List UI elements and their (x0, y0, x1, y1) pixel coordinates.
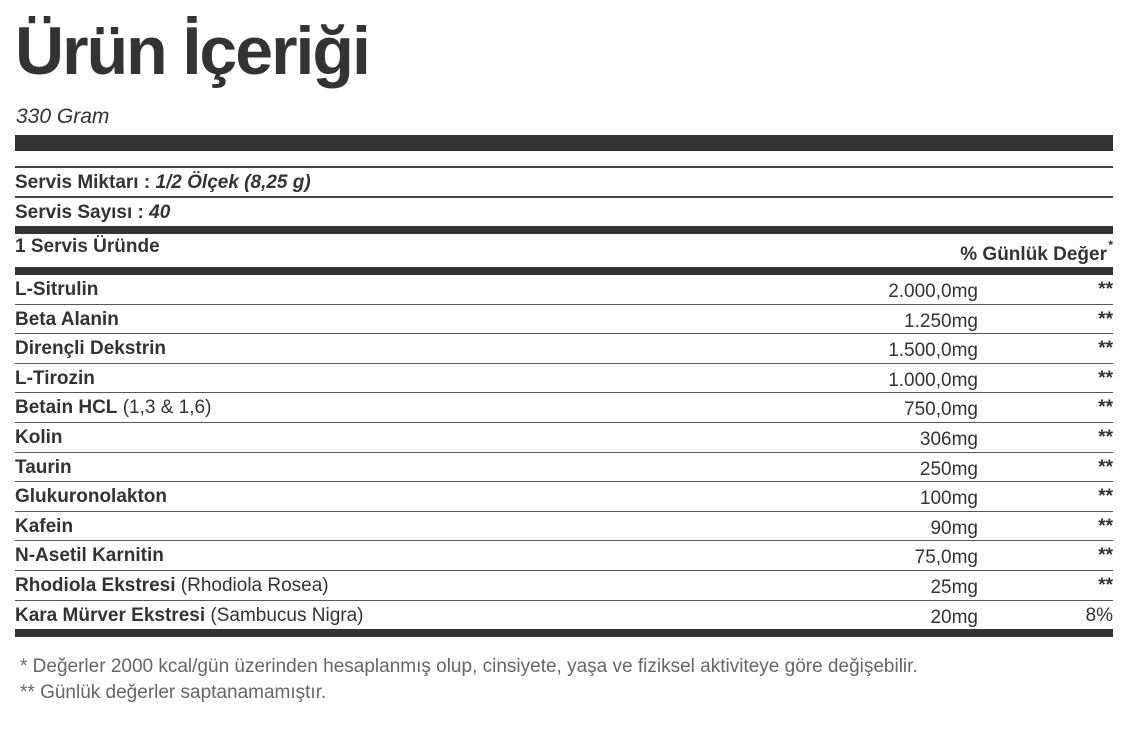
ingredient-daily-value: ** (1098, 456, 1113, 478)
ingredient-name-text: Beta Alanin (15, 308, 119, 330)
ingredient-name (15, 309, 119, 331)
servings-label: Servis Sayısı : (15, 202, 144, 223)
ingredient-name (15, 545, 164, 567)
ingredient-name-text: L-Tirozin (15, 367, 95, 389)
ingredient-row (15, 601, 1113, 630)
ingredient-amount: 2.000,0mg (888, 281, 978, 302)
per-serving-header: 1 Servis Üründe (15, 236, 160, 257)
ingredient-row (15, 393, 1113, 423)
ingredient-list (15, 275, 1113, 629)
footnote-1: * Değerler 2000 kcal/gün üzerinden hesaplanmış olup, cinsiyete, yaşa ve fiziksel aktiviteye göre değişebilir. (20, 656, 918, 677)
nutrition-panel (15, 135, 1113, 637)
ingredient-amount: 100mg (919, 488, 978, 510)
daily-value-header (960, 238, 1113, 266)
ingredient-amount: 306mg (919, 428, 978, 450)
ingredient-name (15, 338, 166, 360)
divider-thick (15, 226, 1113, 234)
ingredient-amount: 1.250mg (904, 310, 978, 332)
ingredient-daily-value: ** (1098, 308, 1113, 330)
ingredient-amount: 25mg (930, 576, 978, 598)
ingredient-name (15, 368, 95, 390)
ingredient-name (15, 279, 98, 301)
ingredient-name-text: Taurin (15, 456, 72, 478)
ingredient-daily-value: ** (1098, 545, 1113, 567)
ingredient-row (15, 364, 1113, 394)
ingredient-daily-value: ** (1098, 338, 1113, 360)
ingredient-note: (Sambucus Nigra) (210, 604, 364, 626)
serving-size-label: Servis Miktarı : (15, 172, 151, 193)
ingredient-daily-value: ** (1098, 279, 1113, 300)
footnote-2: ** Günlük değerler saptanamamıştır. (20, 682, 327, 703)
ingredient-note: (Rhodiola Rosea) (180, 574, 329, 596)
ingredient-daily-value: ** (1098, 426, 1113, 448)
servings-value: 40 (149, 202, 171, 223)
ingredient-name (15, 516, 73, 538)
ingredient-daily-value: 8% (1085, 604, 1113, 626)
table-header (15, 234, 1113, 267)
divider-thick (15, 267, 1113, 275)
ingredient-amount: 1.500,0mg (888, 340, 978, 362)
ingredient-row (15, 571, 1113, 601)
ingredient-name (15, 457, 72, 479)
ingredient-amount: 90mg (930, 517, 978, 539)
divider-thick (15, 629, 1113, 637)
ingredient-row (15, 275, 1113, 305)
ingredient-daily-value: ** (1098, 574, 1113, 596)
ingredient-name-text: Kolin (15, 426, 63, 448)
ingredient-daily-value: ** (1098, 397, 1113, 419)
serving-size (15, 168, 1113, 196)
ingredient-name-text: Kafein (15, 515, 74, 537)
ingredient-name (15, 605, 364, 627)
ingredient-name (15, 397, 211, 419)
ingredient-row (15, 541, 1113, 571)
ingredient-row (15, 334, 1113, 364)
ingredient-name-text: Glukuronolakton (15, 486, 167, 508)
serving-size-value: 1/2 Ölçek (8,25 g) (155, 172, 311, 193)
ingredient-amount: 1.000,0mg (888, 369, 978, 391)
ingredient-daily-value: ** (1098, 486, 1113, 508)
ingredient-daily-value: ** (1098, 367, 1113, 389)
ingredient-daily-value: ** (1098, 515, 1113, 537)
ingredient-name-text: N-Asetil Karnitin (15, 545, 164, 567)
daily-value-label: % Günlük Değer (960, 244, 1107, 265)
ingredient-name-text: L-Sitrulin (15, 279, 99, 300)
ingredient-row (15, 512, 1113, 542)
ingredient-row (15, 453, 1113, 483)
divider-thick (15, 135, 1113, 151)
ingredient-name (15, 486, 167, 508)
ingredient-name-text: Kara Mürver Ekstresi (15, 604, 206, 626)
ingredient-row (15, 305, 1113, 335)
ingredient-name (15, 575, 329, 597)
ingredient-name (15, 427, 63, 449)
servings-count (15, 198, 1113, 226)
page-title: Ürün İçeriği (15, 13, 369, 89)
ingredient-name-text: Rhodiola Ekstresi (15, 574, 176, 596)
daily-value-mark: * (1108, 238, 1113, 252)
ingredient-name-text: Dirençli Dekstrin (15, 338, 166, 360)
net-weight: 330 Gram (16, 105, 110, 128)
ingredient-amount: 750,0mg (904, 399, 978, 421)
ingredient-amount: 75,0mg (914, 547, 978, 569)
ingredient-name-text: Betain HCL (15, 397, 118, 419)
ingredient-note: (1,3 & 1,6) (122, 397, 212, 419)
ingredient-amount: 250mg (919, 458, 978, 480)
ingredient-row (15, 482, 1113, 512)
ingredient-amount: 20mg (930, 606, 978, 628)
ingredient-row (15, 423, 1113, 453)
